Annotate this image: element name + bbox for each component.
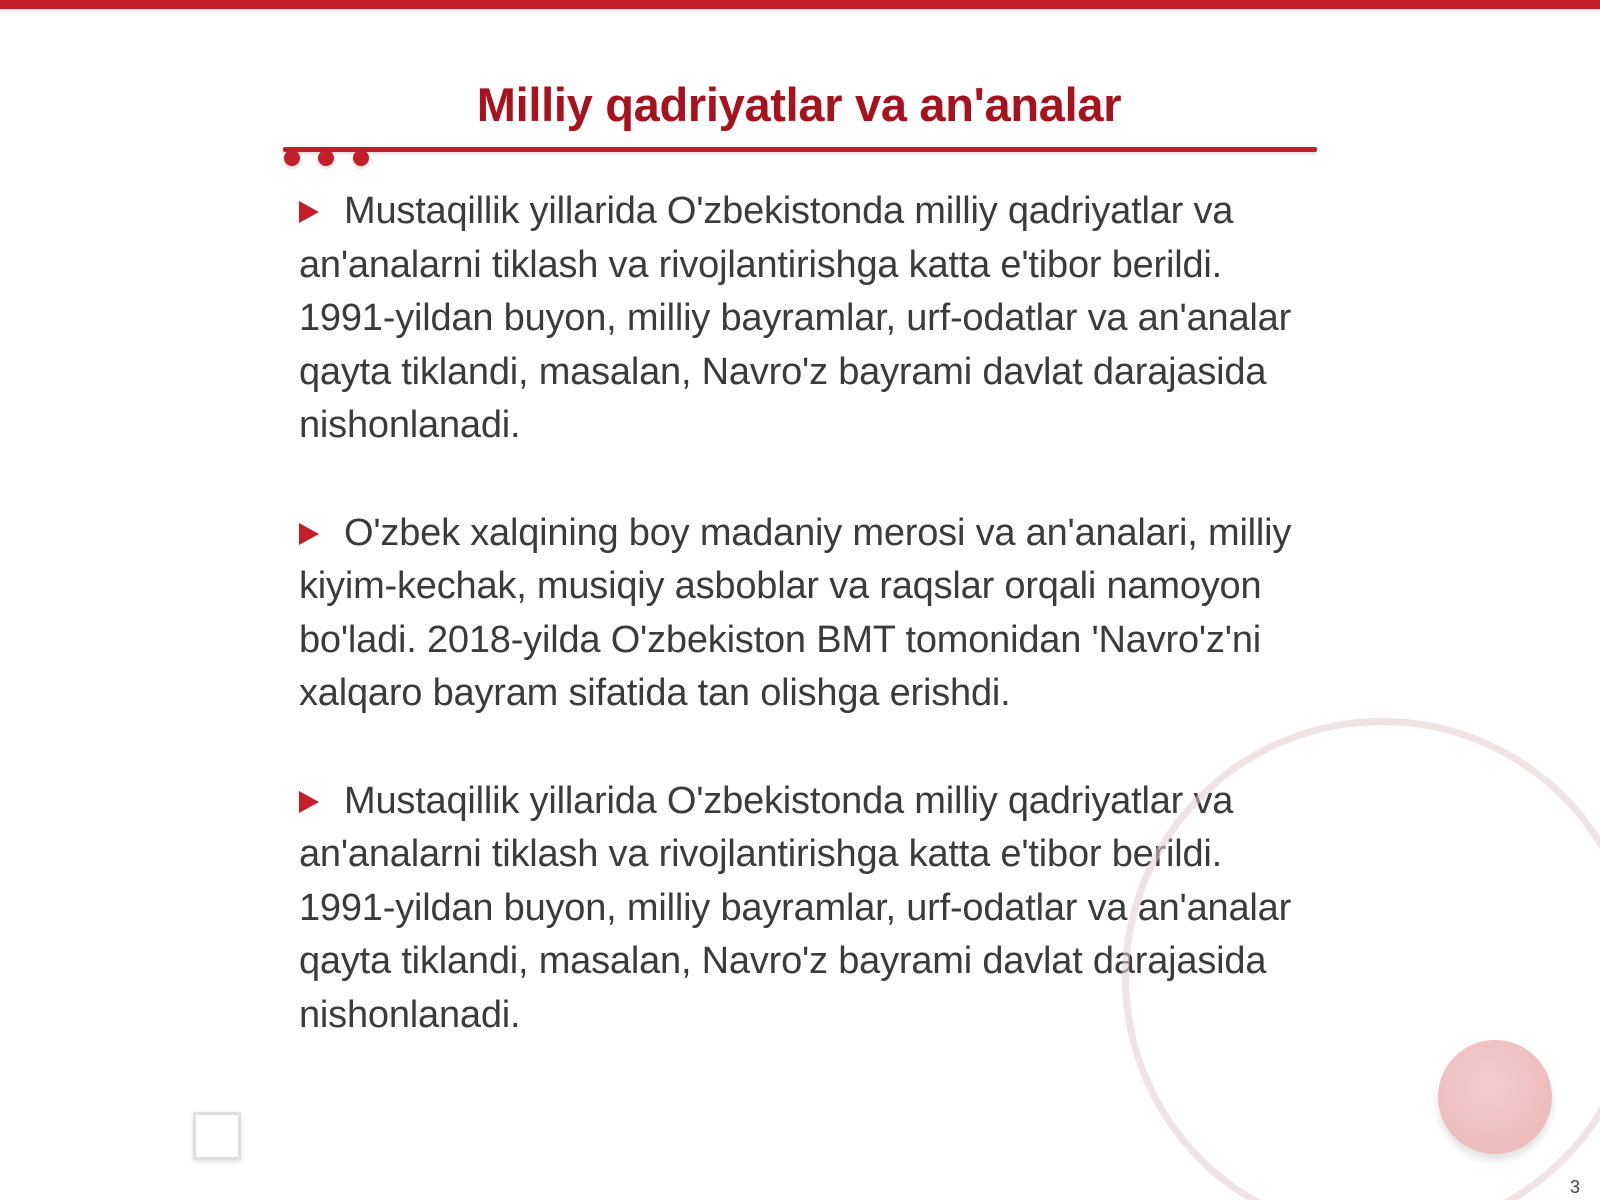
bullet-paragraph-1 <box>299 185 1309 453</box>
bullet-text-2: O'zbek xalqining boy madaniy merosi va an'analari, milliy kiyim-kechak, musiqiy asboblar va raqslar orqali namoyon bo'ladi. 2018-yilda O'zbekiston BMT tomonidan 'Navro'z'ni xalqaro bayram sifatida tan olishga erishdi. <box>299 511 1292 714</box>
decorative-dot-2 <box>318 150 334 166</box>
top-accent-bar <box>0 0 1600 9</box>
title-underline <box>283 147 1317 152</box>
triangle-bullet-icon <box>299 201 319 223</box>
decorative-square <box>193 1112 241 1160</box>
triangle-bullet-icon <box>299 791 319 813</box>
bullet-text-3: Mustaqillik yillarida O'zbekistonda milliy qadriyatlar va an'analarni tiklash va rivojlantirishga katta e'tibor berildi. 1991-yildan buyon, milliy bayramlar, urf-odatlar va an'analar qayta tiklandi, masalan, Navro'z bayrami davlat darajasida nishonlanadi. <box>299 779 1292 1036</box>
decorative-circle <box>1438 1040 1552 1154</box>
page-number: 3 <box>1569 1177 1580 1197</box>
decorative-dot-3 <box>353 150 369 166</box>
bullet-text-1: Mustaqillik yillarida O'zbekistonda milliy qadriyatlar va an'analarni tiklash va rivojlantirishga katta e'tibor berildi. 1991-yildan buyon, milliy bayramlar, urf-odatlar va an'analar qayta tiklandi, masalan, Navro'z bayrami davlat darajasida nishonlanadi. <box>299 190 1292 446</box>
triangle-bullet-icon <box>299 523 319 545</box>
bullet-paragraph-2 <box>299 507 1309 721</box>
decorative-dot-1 <box>284 150 300 166</box>
slide-title: Milliy qadriyatlar va an'analar <box>476 78 1122 131</box>
